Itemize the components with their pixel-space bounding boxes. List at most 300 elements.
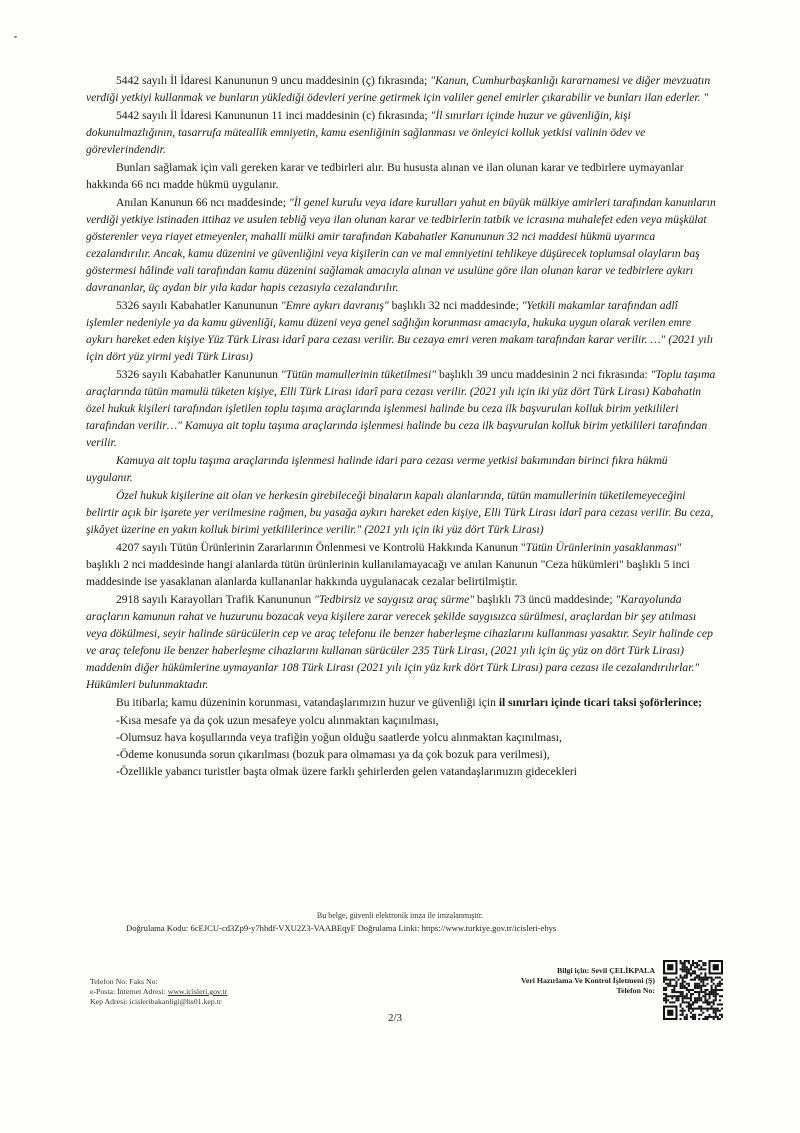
qr-module <box>671 1001 673 1003</box>
qr-module <box>700 977 702 979</box>
qr-module <box>706 1016 708 1018</box>
qr-module <box>696 987 698 989</box>
qr-module <box>700 997 702 999</box>
qr-module <box>682 1008 684 1010</box>
qr-module <box>709 1003 711 1005</box>
qr-module <box>665 997 667 999</box>
qr-module <box>713 1010 715 1012</box>
qr-module <box>694 977 696 979</box>
qr-module <box>682 995 684 997</box>
qr-module <box>711 1016 713 1018</box>
qr-module <box>663 977 665 979</box>
qr-module <box>717 983 719 985</box>
qr-module <box>698 1014 700 1016</box>
qr-module <box>694 1014 696 1016</box>
qr-module <box>698 1006 700 1008</box>
qr-module <box>700 991 702 993</box>
qr-module <box>700 960 702 962</box>
qr-module <box>673 991 675 993</box>
qr-module <box>667 999 669 1001</box>
qr-module <box>673 985 675 987</box>
qr-module <box>675 981 677 983</box>
qr-module <box>698 995 700 997</box>
qr-module <box>717 1018 719 1020</box>
footer-contact <box>90 977 350 1007</box>
qr-module <box>706 977 708 979</box>
qr-module <box>704 991 706 993</box>
qr-module <box>671 979 673 981</box>
qr-module <box>680 1003 682 1005</box>
qr-module <box>686 1001 688 1003</box>
qr-module <box>684 981 686 983</box>
qr-module <box>694 991 696 993</box>
qr-module <box>688 1003 690 1005</box>
qr-module <box>692 962 694 964</box>
qr-module <box>721 983 723 985</box>
text-run: "İl sınırları içinde huzur ve güvenliğin, kişi dokunulmazlığının, tasarrufa müteallik emniyetin, kamu esenliğinin sağlanması ve önleyici kolluk yetkisi valinin ödev ve görevlerindendir. <box>86 109 646 156</box>
qr-module <box>700 981 702 983</box>
scan-speck <box>14 36 17 38</box>
body-paragraph <box>86 694 716 711</box>
qr-module <box>694 966 696 968</box>
qr-module <box>704 962 706 964</box>
qr-module <box>721 989 723 991</box>
text-run: başlıklı 32 nci maddesinde; <box>388 299 522 312</box>
qr-module <box>688 968 690 970</box>
qr-module <box>704 972 706 974</box>
qr-module <box>688 962 690 964</box>
qr-module <box>702 1008 704 1010</box>
qr-module <box>669 981 671 983</box>
qr-module <box>696 983 698 985</box>
qr-module <box>696 974 698 976</box>
qr-module <box>677 991 679 993</box>
qr-module <box>702 985 704 987</box>
qr-module <box>690 993 692 995</box>
qr-module <box>713 1012 715 1014</box>
qr-module <box>721 1008 723 1010</box>
qr-module <box>671 991 673 993</box>
qr-module <box>690 989 692 991</box>
qr-module <box>682 968 684 970</box>
qr-module <box>713 983 715 985</box>
qr-module <box>680 960 682 962</box>
qr-module <box>709 993 711 995</box>
text-run: "Yetkili makamlar tarafından adlî işlemler nedeniyle ya da kamu güvenliği, kamu düzeni veya genel sağlığın korunması amacıyla, hukuka uygun olarak verilen emre aykırı hareket eden kişiye Yüz Türk Lirası idarî para cezası verilir. Bu cezaya emri veren makam tarafından karar verilir. …" (2021 yılı için dört yüz yirmi yedi Türk Lirası) <box>86 299 714 363</box>
qr-module <box>682 964 684 966</box>
list-item: -Olumsuz hava koşullarında veya trafiğin yoğun olduğu saatlerde yolcu alınmaktan kaçınılması, <box>116 731 562 744</box>
qr-module <box>684 968 686 970</box>
qr-module <box>715 985 717 987</box>
qr-module <box>698 974 700 976</box>
qr-module <box>692 1014 694 1016</box>
footer-web-link[interactable]: www.icisleri.gov.tr <box>167 987 228 996</box>
text-run: "Tedbirsiz ve saygısız araç sürme" <box>314 593 475 606</box>
qr-module <box>686 977 688 979</box>
list-item: -Kısa mesafe ya da çok uzun mesafeye yolcu alınmaktan kaçınılması, <box>116 714 439 727</box>
qr-module <box>706 993 708 995</box>
qr-module <box>663 997 665 999</box>
qr-module <box>671 995 673 997</box>
qr-module <box>704 1016 706 1018</box>
qr-module <box>698 991 700 993</box>
text-run: 2918 sayılı Karayolları Trafik Kanununun <box>116 593 315 606</box>
qr-module <box>713 991 715 993</box>
qr-module <box>711 985 713 987</box>
qr-module <box>704 1018 706 1020</box>
qr-module <box>711 987 713 989</box>
text-run: 5326 sayılı Kabahatler Kanununun <box>116 299 281 312</box>
qr-module <box>713 989 715 991</box>
qr-module <box>711 1001 713 1003</box>
body-paragraph <box>86 539 716 590</box>
qr-module <box>682 983 684 985</box>
qr-module <box>702 977 704 979</box>
text-run: " başlıklı 2 nci maddesinde hangi alanlarda tütün ürünlerinin kullanılamayacağı ve anılan Kanunun "Ceza hükümleri" başlıklı 5 inci maddesinde ise yasaklanan alanlarda kullananlar hakkında uygulanacak cezalar belirtilmiştir. <box>86 541 690 588</box>
qr-module <box>719 995 721 997</box>
qr-module <box>677 997 679 999</box>
qr-module <box>688 997 690 999</box>
qr-module <box>696 1008 698 1010</box>
qr-module <box>667 983 669 985</box>
qr-module <box>673 987 675 989</box>
qr-module <box>696 991 698 993</box>
qr-module <box>692 960 694 962</box>
qr-module <box>715 1014 717 1016</box>
qr-module <box>698 1018 700 1020</box>
qr-module <box>702 1012 704 1014</box>
qr-module <box>688 983 690 985</box>
qr-module <box>675 991 677 993</box>
qr-module <box>675 985 677 987</box>
qr-module <box>665 993 667 995</box>
qr-module <box>692 1018 694 1020</box>
qr-module <box>690 1006 692 1008</box>
qr-module <box>680 995 682 997</box>
qr-module <box>711 1008 713 1010</box>
qr-module <box>665 979 667 981</box>
text-run: "Karayolunda araçların kamunun rahat ve huzurunu bozacak veya kişilere zarar verecek şekilde saygısızca sürülmesi, araçlardan bir şey atılması veya dökülmesi, seyir halinde sürücülerin cep ve araç telefonu ile benzer haberleşme cihazlarını kullanması yasaktır. Seyir halinde cep ve araç telefonu ile benzer haberleşme cihazlarını kullanan sürücüler 235 Türk Lirası, (2021 yılı için üç yüz on dört Türk Lirası) maddenin diğer hükümlerine uymayanlar 108 Türk Lirası (2021 yılı için yüz kırk dört Türk Lirası) para cezası ile cezalandırılırlar." Hükümleri bulunmaktadır. <box>86 593 713 691</box>
qr-module <box>675 977 677 979</box>
footer-kep: Kep Adresi: icisleribakanligi@hs01.kep.tr <box>90 997 222 1006</box>
qr-module <box>682 1012 684 1014</box>
qr-module <box>719 1003 721 1005</box>
qr-module <box>686 1014 688 1016</box>
qr-module <box>684 1010 686 1012</box>
qr-module <box>700 987 702 989</box>
body-paragraph <box>86 194 716 296</box>
qr-module <box>711 1006 713 1008</box>
qr-module <box>694 972 696 974</box>
qr-module <box>677 995 679 997</box>
text-run: 5442 sayılı İl İdaresi Kanununun 11 inci maddesinin (c) fıkrasında; <box>116 109 431 122</box>
qr-module <box>713 1016 715 1018</box>
esign-note: Bu belge, güvenli elektronik imza ile imzalanmıştır. <box>316 911 484 920</box>
qr-module <box>684 960 686 962</box>
qr-module <box>721 995 723 997</box>
qr-module <box>688 991 690 993</box>
body-paragraph <box>86 107 716 158</box>
qr-module <box>717 993 719 995</box>
qr-module <box>684 1018 686 1020</box>
qr-module <box>706 1003 708 1005</box>
qr-module <box>671 985 673 987</box>
qr-module <box>680 968 682 970</box>
qr-module <box>713 995 715 997</box>
body-paragraph <box>86 487 716 538</box>
qr-module <box>692 1001 694 1003</box>
text-run: Tütün Ürünlerinin yasaklanması <box>525 541 677 554</box>
qr-module <box>711 991 713 993</box>
qr-module <box>690 972 692 974</box>
text-run: Bu itibarla; kamu düzeninin korunması, vatandaşlarımızın huzur ve güvenliği için <box>116 696 499 709</box>
qr-module <box>688 1006 690 1008</box>
qr-module <box>706 1010 708 1012</box>
qr-module <box>682 1001 684 1003</box>
qr-module <box>694 1001 696 1003</box>
qr-module <box>684 997 686 999</box>
qr-module <box>684 966 686 968</box>
qr-module <box>694 999 696 1001</box>
qr-module <box>702 981 704 983</box>
qr-module <box>684 964 686 966</box>
text-run: "Kanun, Cumhurbaşkanlığı kararnamesi ve diğer mevzuatın verdiği yetkiyi kullanmak ve bunların yüklediği ödevleri yerine getirmek için valiler genel emirler çıkarabilir ve bunları ilan ederler. " <box>86 74 711 104</box>
qr-module <box>698 977 700 979</box>
qr-code-icon <box>663 960 723 1020</box>
qr-module <box>663 987 665 989</box>
text-run: "Tütün mamullerinin tüketilmesi" <box>280 368 437 381</box>
qr-module <box>713 1001 715 1003</box>
qr-module <box>692 993 694 995</box>
qr-module <box>706 979 708 981</box>
qr-module <box>698 985 700 987</box>
qr-module <box>694 997 696 999</box>
qr-module <box>682 991 684 993</box>
qr-module <box>700 979 702 981</box>
qr-module <box>700 989 702 991</box>
qr-module <box>686 1016 688 1018</box>
qr-module <box>690 1008 692 1010</box>
qr-module <box>698 993 700 995</box>
qr-module <box>694 987 696 989</box>
qr-module <box>690 1003 692 1005</box>
qr-module <box>713 1008 715 1010</box>
qr-module <box>688 1010 690 1012</box>
qr-module <box>704 989 706 991</box>
qr-module <box>719 985 721 987</box>
qr-module <box>698 997 700 999</box>
qr-module <box>702 991 704 993</box>
qr-module <box>700 968 702 970</box>
qr-module <box>696 999 698 1001</box>
qr-module <box>696 997 698 999</box>
info-contact-title: Veri Hazırlama Ve Kontrol İşletmeni (Ş) <box>520 976 655 985</box>
qr-module <box>688 960 690 962</box>
qr-module <box>680 1014 682 1016</box>
qr-module <box>669 985 671 987</box>
qr-module <box>690 964 692 966</box>
qr-module <box>700 985 702 987</box>
qr-module <box>675 995 677 997</box>
qr-module <box>698 983 700 985</box>
body-paragraph <box>86 159 716 193</box>
qr-module <box>706 989 708 991</box>
qr-module <box>694 1008 696 1010</box>
qr-module <box>702 964 704 966</box>
qr-module <box>690 1012 692 1014</box>
qr-module <box>715 1016 717 1018</box>
qr-module <box>704 993 706 995</box>
qr-module <box>692 979 694 981</box>
qr-module <box>706 1008 708 1010</box>
list-item: -Özellikle yabancı turistler başta olmak üzere farklı şehirlerden gelen vatandaşlarımızın gidecekleri <box>116 765 577 778</box>
qr-module <box>698 964 700 966</box>
qr-module <box>677 979 679 981</box>
qr-module <box>686 1006 688 1008</box>
qr-module <box>682 993 684 995</box>
qr-module <box>706 999 708 1001</box>
qr-module <box>711 979 713 981</box>
qr-module <box>700 999 702 1001</box>
qr-module <box>682 1010 684 1012</box>
verification-line: Doğrulama Kodu: 6cEJCU-cd3Zp9-y7hhdf-VXU2Z3-VAABEqyF Doğrulama Linki: https://www.turkiye.gov.tr/icisleri-ebys <box>126 923 557 933</box>
text-run: 4207 sayılı Tütün Ürünlerinin Zararlarının Önlenmesi ve Kontrolü Hakkında Kanunun " <box>116 541 526 554</box>
qr-module <box>682 1014 684 1016</box>
qr-module <box>700 1006 702 1008</box>
text-run: 5326 sayılı Kabahatler Kanununun <box>116 368 281 381</box>
qr-module <box>684 987 686 989</box>
qr-module <box>709 1008 711 1010</box>
qr-module <box>682 977 684 979</box>
qr-module <box>682 981 684 983</box>
qr-module <box>680 987 682 989</box>
qr-module <box>719 1018 721 1020</box>
qr-module <box>690 1016 692 1018</box>
qr-module <box>686 997 688 999</box>
qr-module <box>682 979 684 981</box>
qr-module <box>680 1006 682 1008</box>
qr-module <box>715 1012 717 1014</box>
qr-module <box>663 999 665 1001</box>
body-paragraph <box>86 297 716 365</box>
qr-module <box>692 970 694 972</box>
qr-module <box>704 985 706 987</box>
qr-module <box>684 1001 686 1003</box>
qr-module <box>719 999 721 1001</box>
qr-module <box>715 987 717 989</box>
qr-module <box>684 970 686 972</box>
qr-module <box>671 997 673 999</box>
qr-module <box>684 977 686 979</box>
qr-module <box>709 991 711 993</box>
qr-module <box>694 979 696 981</box>
qr-module <box>680 991 682 993</box>
qr-module <box>721 1016 723 1018</box>
qr-module <box>665 989 667 991</box>
qr-module <box>690 979 692 981</box>
qr-module <box>682 966 684 968</box>
qr-module <box>713 1003 715 1005</box>
qr-module <box>696 985 698 987</box>
qr-module <box>673 979 675 981</box>
qr-module <box>694 985 696 987</box>
qr-module <box>690 966 692 968</box>
qr-module <box>709 1016 711 1018</box>
text-run: "Emre aykırı davranış" <box>280 299 389 312</box>
qr-module <box>721 1014 723 1016</box>
qr-module <box>715 1008 717 1010</box>
qr-module <box>717 985 719 987</box>
qr-module <box>715 991 717 993</box>
text-run: Anılan Kanunun 66 ncı maddesinde; <box>116 196 289 209</box>
qr-module <box>700 1010 702 1012</box>
text-run: Bunları sağlamak için vali gereken karar ve tedbirleri alır. Bu hususta alınan ve ilan olunan karar ve tedbirlere uymayanlar hakkında 66 ncı madde hükmü uygulanır. <box>86 161 684 191</box>
qr-module <box>692 989 694 991</box>
qr-module <box>721 979 723 981</box>
qr-module <box>713 993 715 995</box>
qr-module <box>704 979 706 981</box>
qr-module <box>675 997 677 999</box>
qr-module <box>702 968 704 970</box>
qr-module <box>690 997 692 999</box>
qr-module <box>702 979 704 981</box>
qr-module <box>686 983 688 985</box>
qr-module <box>704 968 706 970</box>
qr-module <box>694 1016 696 1018</box>
qr-module <box>665 977 667 979</box>
text-run: il sınırları içinde ticari taksi şoförlerince; <box>498 696 703 709</box>
list-item: -Ödeme konusunda sorun çıkarılması (bozuk para olmaması ya da çok bozuk para verilmesi), <box>116 748 550 761</box>
qr-module <box>684 985 686 987</box>
footer-email-web <box>90 987 350 997</box>
qr-module <box>717 977 719 979</box>
qr-module <box>680 962 682 964</box>
qr-module <box>669 1001 671 1003</box>
qr-module <box>694 983 696 985</box>
requirements-list <box>86 712 716 780</box>
qr-module <box>719 983 721 985</box>
qr-module <box>682 987 684 989</box>
qr-module <box>709 1001 711 1003</box>
qr-module <box>692 972 694 974</box>
qr-module <box>715 999 717 1001</box>
qr-module <box>688 989 690 991</box>
qr-module <box>688 1001 690 1003</box>
qr-module <box>702 962 704 964</box>
qr-module <box>688 1008 690 1010</box>
qr-module <box>665 1001 667 1003</box>
qr-module <box>704 1001 706 1003</box>
qr-module <box>700 966 702 968</box>
qr-module <box>696 1001 698 1003</box>
qr-module <box>704 977 706 979</box>
qr-module <box>715 997 717 999</box>
qr-module <box>713 999 715 1001</box>
body-paragraph <box>86 366 716 451</box>
qr-module <box>686 960 688 962</box>
qr-module <box>692 964 694 966</box>
qr-module <box>698 960 700 962</box>
qr-module <box>680 1018 682 1020</box>
qr-module <box>719 1010 721 1012</box>
qr-module <box>706 983 708 985</box>
qr-module <box>684 974 686 976</box>
qr-module <box>715 1010 717 1012</box>
qr-module <box>698 987 700 989</box>
qr-module <box>709 997 711 999</box>
qr-module <box>713 1018 715 1020</box>
qr-module <box>694 1018 696 1020</box>
